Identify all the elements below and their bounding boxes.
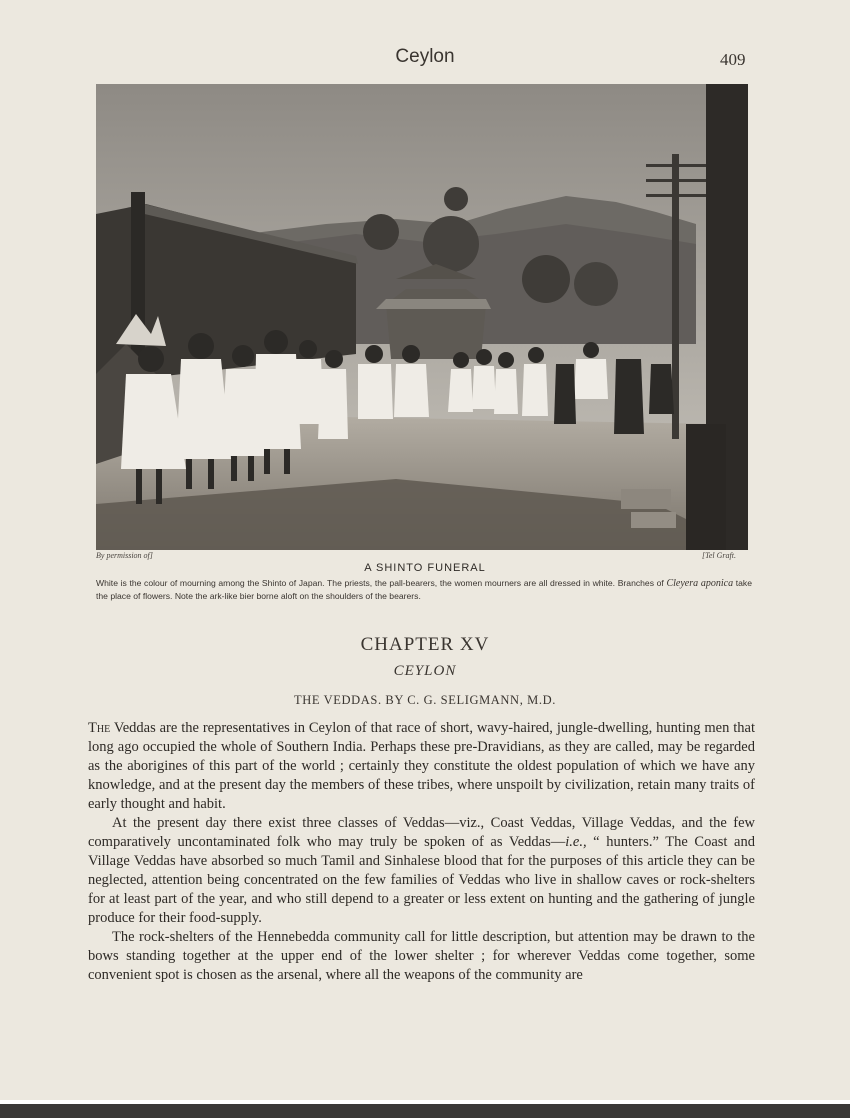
- page-number: 409: [720, 50, 746, 69]
- paragraph-3: The rock-shelters of the Hennebedda community call for little description, but attention may be drawn to the bows standing together at the upper end of the lower shelter ; for wherever Veddas come together, some convenient spot is chosen as the arsenal, where all the weapons of the community are: [88, 929, 755, 983]
- paragraph-lead-word: The: [88, 720, 111, 736]
- chapter-title: CEYLON: [393, 663, 457, 679]
- caption-text: White is the colour of mourning among the Shinto of Japan. The priests, the pall-bearers, the women mourners are all dressed in white. Branches of: [96, 578, 667, 588]
- running-title: Ceylon: [395, 46, 455, 67]
- paragraph-2-italic: i.e.,: [565, 834, 587, 850]
- body-text: [88, 719, 755, 985]
- caption-species-name: Cleyera aponica: [666, 578, 734, 589]
- funeral-photograph: [96, 84, 748, 550]
- paragraph-2-text-end: “ hunters.” The Coast and Village Veddas have absorbed so much Tamil and Sinhalese blood that for the purposes of this article they can be neglected, attention being concentrated on the few families of Veddas who live in shallow caves or rock-shelters for at least part of the year, and who still depend to a greater or less extent on hunting and the gathering of jungle produce for their food-supply.: [88, 834, 755, 926]
- photo-credit-left: By permission of]: [96, 551, 153, 560]
- scan-edge: [0, 1104, 850, 1118]
- plate-caption: [96, 577, 752, 602]
- caption-text-end: take the place of flowers. Note the ark-like bier borne aloft on the shoulders of the bearers.: [96, 578, 752, 602]
- paragraph-2: [88, 814, 755, 928]
- paragraph-2-text: At the present day there exist three classes of Veddas—viz., Coast Veddas, Village Veddas, and the few comparatively uncontaminated folk who may truly be spoken of as Veddas—: [88, 815, 755, 850]
- photo-credit-right: [Tel Graft.: [702, 551, 736, 560]
- plate-title: A SHINTO FUNERAL: [364, 562, 486, 574]
- paragraph-1: [88, 719, 755, 814]
- paragraph-1-text: Veddas are the representatives in Ceylon of that race of short, wavy-haired, jungle-dwelling, hunting men that long ago occupied the whole of Southern India. Perhaps these pre-Dravidians, as they are called, may be regarded as the aborigines of this part of the world ; certainly they constitute the oldest population of which we have any knowledge, and at the present day the members of these tribes, where unspoilt by civilization, retain many traits of early thought and habit.: [88, 720, 755, 812]
- chapter-number: CHAPTER XV: [360, 634, 490, 655]
- photograph-drawing: [96, 84, 748, 550]
- chapter-byline: THE VEDDAS. BY C. G. SELIGMANN, M.D.: [294, 693, 556, 707]
